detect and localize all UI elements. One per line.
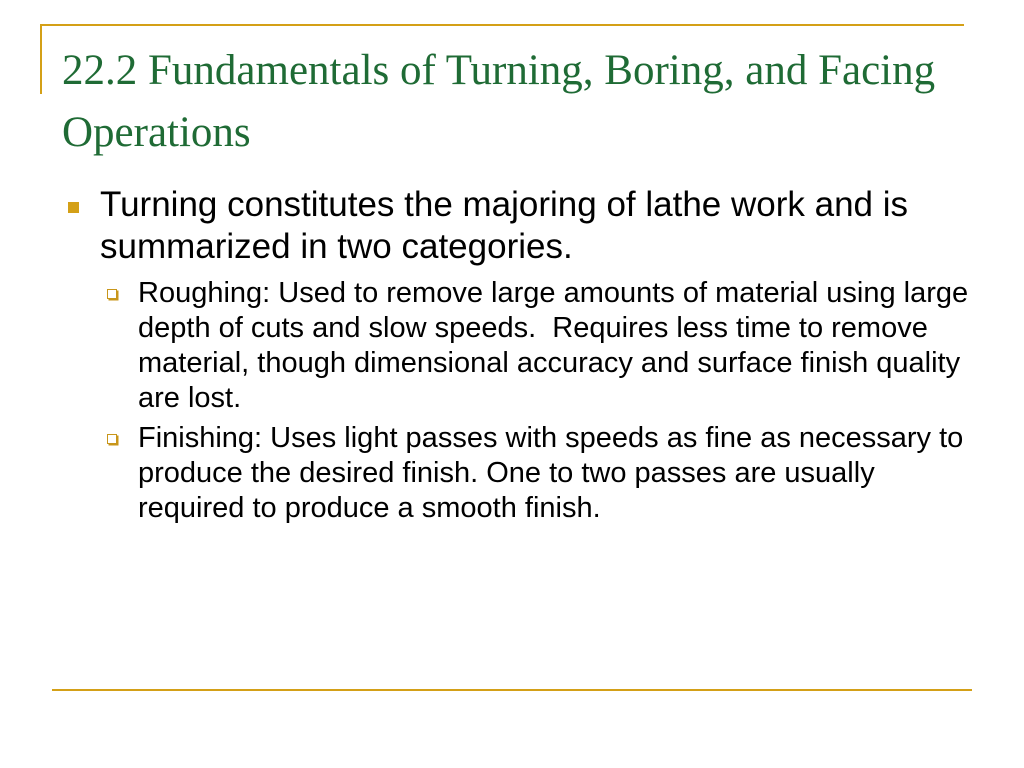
slide-title: 22.2 Fundamentals of Turning, Boring, and Facing Operations (62, 47, 936, 156)
subbullet-text: Finishing: Uses light passes with speeds as fine as necessary to produce the desired finish. One to two passes are usually required to produce a smooth finish. (138, 422, 964, 524)
square-bullet-icon (68, 202, 79, 213)
bullet-text: Turning constitutes the majoring of lathe work and is summarized in two categories. (100, 185, 909, 266)
frame-left-line (40, 24, 42, 94)
frame-top-line (40, 24, 964, 26)
slide-content (62, 184, 972, 531)
subbullet-item-roughing (62, 276, 972, 416)
subbullet-text: Roughing: Used to remove large amounts of material using large depth of cuts and slow speeds. Requires less time to remove material, though dimensional accuracy and surface finish quality are lost. (138, 277, 969, 414)
bullet-item (62, 184, 972, 268)
frame-bottom-line (52, 689, 972, 691)
hollow-square-bullet-icon (107, 289, 117, 299)
subbullet-list (62, 276, 972, 526)
hollow-square-bullet-icon (107, 434, 117, 444)
subbullet-item-finishing (62, 421, 972, 526)
